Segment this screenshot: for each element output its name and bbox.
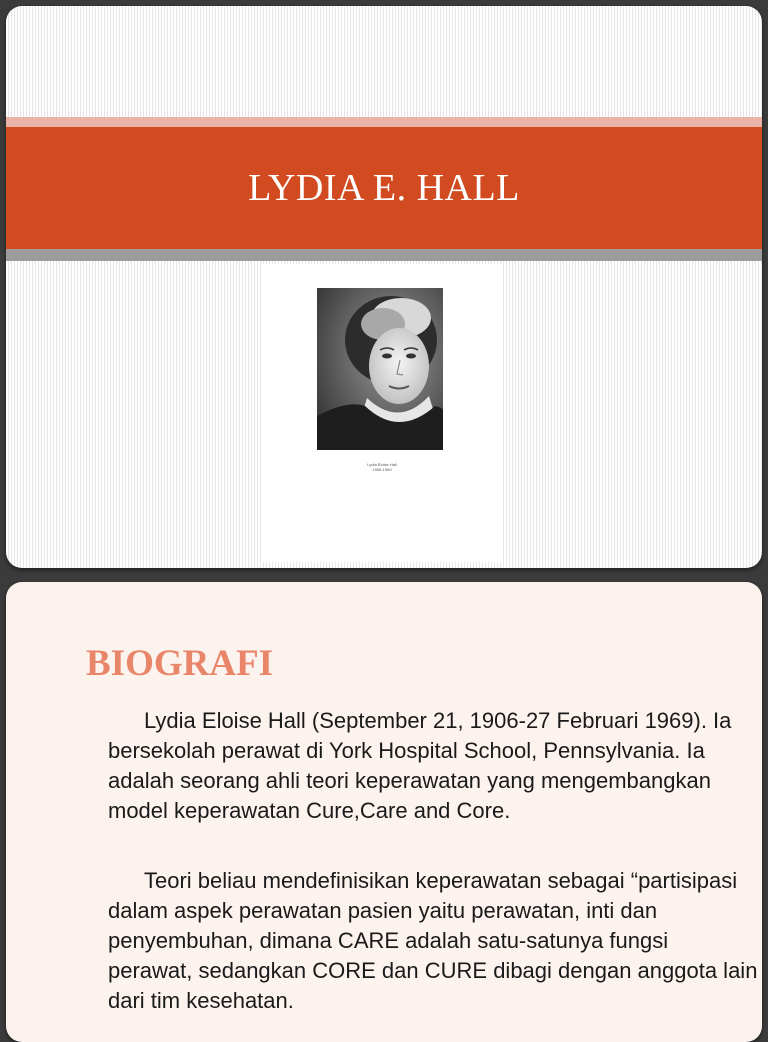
portrait-illustration: [317, 288, 443, 450]
photo-caption: [261, 462, 503, 472]
title-band-bottom-line: [6, 249, 762, 261]
paragraph-2-text: Teori beliau mendefinisikan keperawatan sebagai “partisipasi dalam aspek perawatan pasien yaitu perawatan, inti dan penyembuhan, dimana CARE adalah satu-satunya fungsi perawat, sedangkan CORE dan CURE dibagi dengan anggota lain dari tim kesehatan.: [108, 868, 758, 1013]
title-band-top-line: [6, 117, 762, 127]
biography-paragraph-2: [108, 866, 758, 1016]
biography-slide: [6, 582, 762, 1042]
biography-heading: BIOGRAFI: [86, 643, 274, 684]
caption-years: 1906-1969: [372, 467, 392, 472]
photo-card: [261, 264, 503, 562]
slide-title: LYDIA E. HALL: [248, 167, 520, 209]
biography-paragraph-1: [108, 706, 758, 826]
paragraph-1-text: Lydia Eloise Hall (September 21, 1906-27 Februari 1969). Ia bersekolah perawat di York Hospital School, Pennsylvania. Ia adalah seorang ahli teori keperawatan yang mengembangkan model keperawatan Cure,Care and Core.: [108, 708, 732, 823]
caption-name: Lydia Eloise Hall: [367, 462, 397, 467]
title-band: [6, 127, 762, 249]
title-slide: [6, 6, 762, 568]
portrait-photo: [317, 288, 443, 450]
